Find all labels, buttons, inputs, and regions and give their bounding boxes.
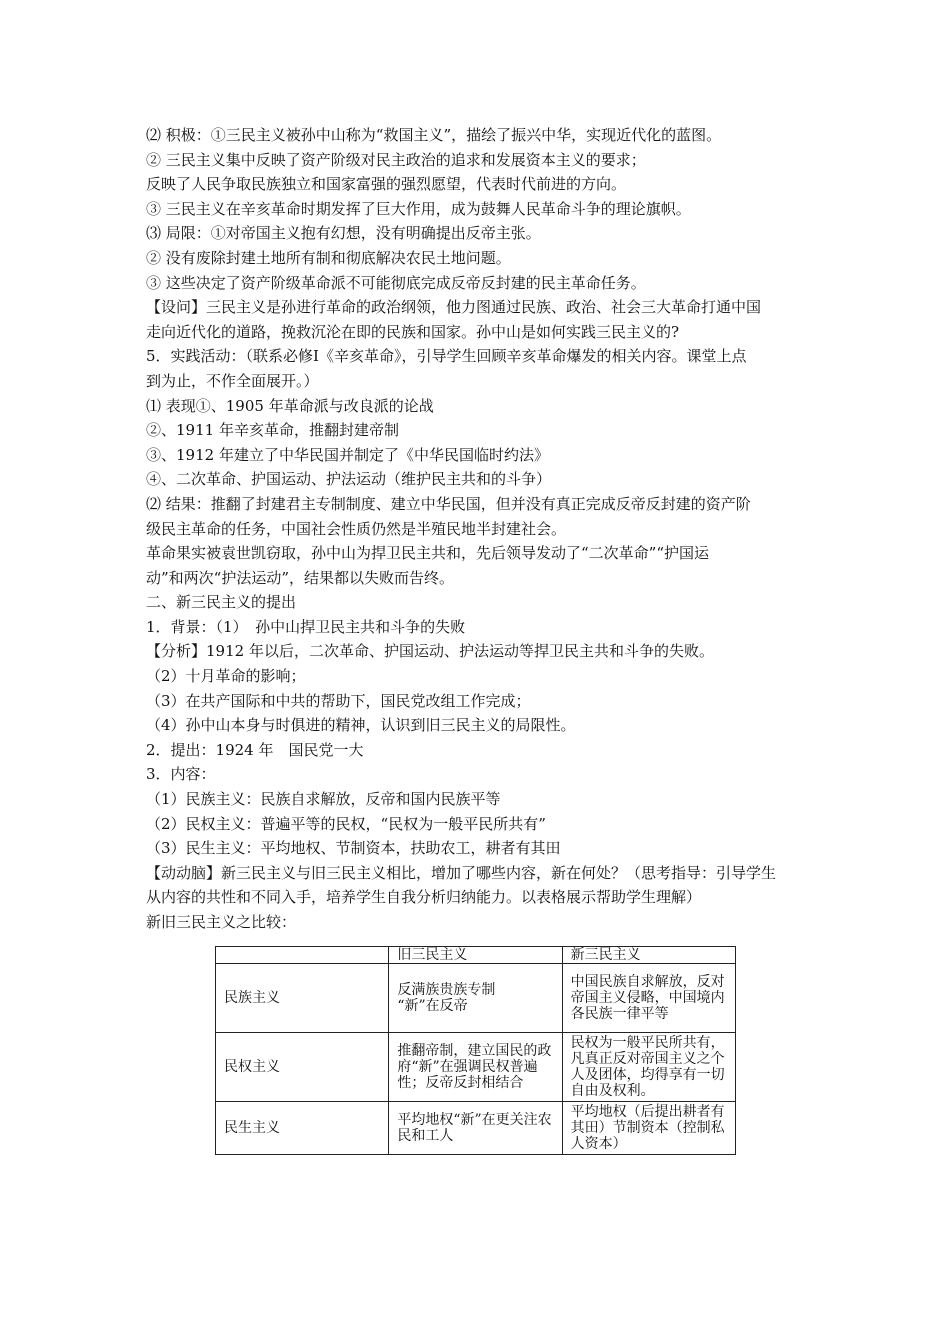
text-line: 【分析】1912 年以后，二次革命、护国运动、护法运动等捍卫民主共和斗争的失败。 <box>146 642 714 661</box>
text-line: 反映了人民争取民族独立和国家富强的强烈愿望，代表时代前进的方向。 <box>146 175 627 194</box>
text-line: （3）在共产国际和中共的帮助下，国民党改组工作完成； <box>146 691 531 710</box>
text-line: ② 三民主义集中反映了资产阶级对民主政治的追求和发展资本主义的要求； <box>146 150 646 169</box>
text-line: 级民主革命的任务，中国社会性质仍然是半殖民地半封建社会。 <box>146 519 567 538</box>
text-line: ⑵ 结果：推翻了封建君主专制制度、建立中华民国，但并没有真正完成反帝反封建的资产阶 <box>146 494 751 513</box>
table-cell-old <box>389 964 562 1033</box>
text-line: ② 没有废除封建土地所有制和彻底解决农民土地问题。 <box>146 248 511 267</box>
table-caption: 新旧三民主义之比较： <box>146 913 297 931</box>
text-line: 1．背景：（1） 孙中山捍卫民主共和斗争的失败 <box>146 617 466 636</box>
text-line: ⑴ 表现①、1905 年革命派与改良派的论战 <box>146 396 434 415</box>
table-row <box>216 1033 736 1102</box>
text-line: （3）民生主义：平均地权、节制资本，扶助农工，耕者有其田 <box>146 839 561 858</box>
text-line: 走向近代化的道路，挽救沉沦在即的民族和国家。孙中山是如何实践三民主义的? <box>146 322 680 341</box>
text-line: ③ 三民主义在辛亥革命时期发挥了巨大作用，成为鼓舞人民革命斗争的理论旗帜。 <box>146 199 691 218</box>
text-line: 革命果实被袁世凯窃取，孙中山为捍卫民主共和，先后领导发动了“二次革命”“护国运 <box>146 544 710 563</box>
text-line: （4）孙中山本身与时俱进的精神，认识到旧三民主义的局限性。 <box>146 716 576 735</box>
text-line: 2．提出：1924 年 国民党一大 <box>146 740 364 759</box>
table-cell-text: 反满族贵族专制 “新”在反帝 <box>397 982 496 1014</box>
text-line: 从内容的共性和不同入手，培养学生自我分析归纳能力。以表格展示帮助学生理解） <box>146 888 702 907</box>
table-header-row <box>216 947 736 964</box>
text-line: ⑵ 积极：①三民主义被孙中山称为“救国主义”，描绘了振兴中华，实现近代化的蓝图。 <box>146 126 722 144</box>
text-line: ③ 这些决定了资产阶级革命派不可能彻底完成反帝反封建的民主革命任务。 <box>146 273 646 292</box>
table-cell-label: 民权主义 <box>216 1033 389 1102</box>
text-line: ④、二次革命、护国运动、护法运动（维护民主共和的斗争） <box>146 470 552 489</box>
text-line: （1）民族主义：民族自求解放，反帝和国内民族平等 <box>146 790 501 809</box>
text-line: 3．内容： <box>146 765 216 784</box>
table-cell-label: 民生主义 <box>216 1102 389 1155</box>
text-line: 【动动脑】新三民主义与旧三民主义相比，增加了哪些内容，新在何处？（思考指导：引导学生 <box>146 863 777 882</box>
document-body <box>146 123 806 935</box>
table-cell-new: 平均地权（后提出耕者有其田）节制资本（控制私人资本） <box>562 1102 735 1155</box>
table-cell-label: 民族主义 <box>216 964 389 1033</box>
table-row <box>216 964 736 1033</box>
table-cell-new: 民权为一般平民所共有，凡真正反对帝国主义之个人及团体，均得享有一切自由及权利。 <box>562 1033 735 1102</box>
table-cell-old: 推翻帝制，建立国民的政府“新”在强调民权普遍性；反帝反封相结合 <box>389 1033 562 1102</box>
section-heading: 二、新三民主义的提出 <box>146 593 297 612</box>
text-line: （2）民权主义：普遍平等的民权，“民权为一般平民所共有” <box>146 814 546 833</box>
table-cell-old: 平均地权“新”在更关注农民和工人 <box>389 1102 562 1155</box>
text-line: 【设问】三民主义是孙进行革命的政治纲领，他力图通过民族、政治、社会三大革命打通中国 <box>146 298 762 317</box>
comparison-table <box>215 946 736 1155</box>
text-line: ②、1911 年辛亥革命，推翻封建帝制 <box>146 421 399 440</box>
table-row <box>216 1102 736 1155</box>
text-line: ③、1912 年建立了中华民国并制定了《中华民国临时约法》 <box>146 445 549 464</box>
table-header-cell <box>216 947 389 964</box>
table-header-cell: 旧三民主义 <box>389 947 562 964</box>
text-line: 动”和两次“护法运动”，结果都以失败而告终。 <box>146 568 455 587</box>
text-line: （2）十月革命的影响； <box>146 667 306 686</box>
text-line: 到为止，不作全面展开。） <box>146 371 319 390</box>
table-header-cell: 新三民主义 <box>562 947 735 964</box>
text-line: ⑶ 局限：①对帝国主义抱有幻想，没有明确提出反帝主张。 <box>146 224 541 243</box>
table-cell-new: 中国民族自求解放，反对帝国主义侵略，中国境内各民族一律平等 <box>562 964 735 1033</box>
text-line: 5．实践活动：（联系必修Ⅰ《辛亥革命》，引导学生回顾辛亥革命爆发的相关内容。课堂上点 <box>146 347 747 366</box>
